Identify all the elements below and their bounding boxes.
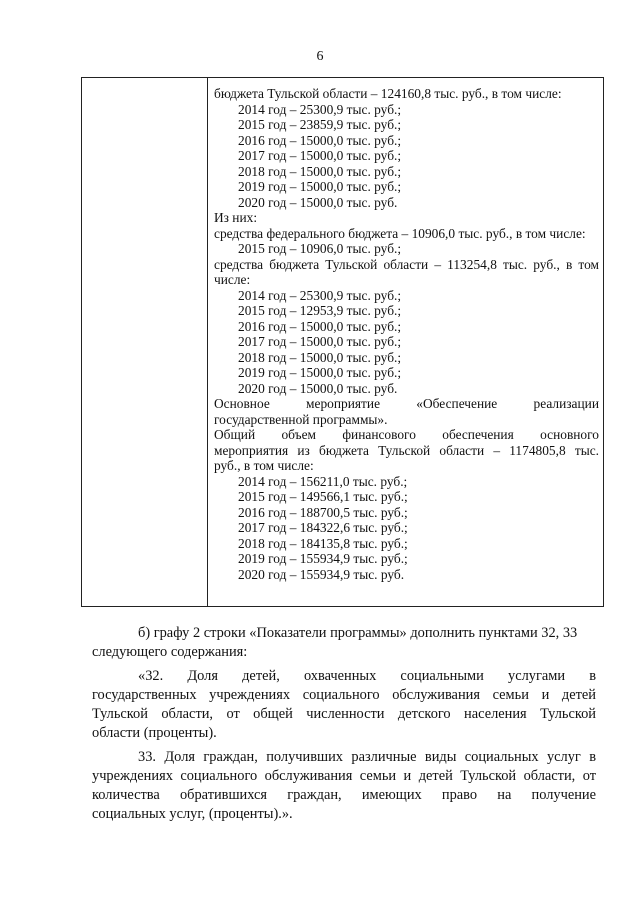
cell-line: 2020 год – 15000,0 тыс. руб. xyxy=(238,380,398,396)
cell-line: 2017 год – 15000,0 тыс. руб.; xyxy=(238,148,402,163)
program-table xyxy=(81,77,604,607)
paragraph-line: 33. Доля граждан, получивших различные виды социальных услуг в xyxy=(138,749,596,765)
cell-line: 2016 год – 15000,0 тыс. руб.; xyxy=(238,318,402,334)
cell-line: средства бюджета Тульской области – 113254,8 тыс. руб., в том xyxy=(214,256,599,272)
paragraph-line: социальных услуг, (проценты).». xyxy=(92,806,293,822)
cell-line: государственной программы». xyxy=(214,411,388,427)
cell-line: 2014 год – 25300,9 тыс. руб.; xyxy=(238,101,402,117)
cell-line: 2019 год – 15000,0 тыс. руб.; xyxy=(238,179,402,194)
paragraph xyxy=(92,624,596,662)
page-number: 6 xyxy=(316,49,324,64)
cell-line: Из них: xyxy=(214,210,258,225)
paragraph-line: Тульской области, от общей численности детского населения Тульской xyxy=(92,706,596,722)
table-column-divider xyxy=(207,78,208,606)
cell-line: 2015 год – 23859,9 тыс. руб.; xyxy=(238,117,402,132)
cell-line: руб., в том числе: xyxy=(214,458,314,473)
cell-line: 2015 год – 149566,1 тыс. руб.; xyxy=(238,489,408,504)
cell-line: 2016 год – 188700,5 тыс. руб.; xyxy=(238,504,408,520)
paragraph-line: б) графу 2 строки «Показатели программы» дополнить пунктами 32, 33 xyxy=(138,625,578,641)
cell-line: 2017 год – 184322,6 тыс. руб.; xyxy=(238,520,408,535)
cell-line: 2016 год – 15000,0 тыс. руб.; xyxy=(238,132,402,148)
paragraph-line: количества обратившихся граждан, имеющих право на получение xyxy=(92,787,596,803)
funding-cell xyxy=(214,86,599,582)
paragraph-line: учреждениях социального обслуживания семьи и детей Тульской области, от xyxy=(92,768,596,784)
cell-line: числе: xyxy=(214,272,251,287)
cell-line: Основное мероприятие «Обеспечение реализации xyxy=(214,396,599,411)
paragraph xyxy=(92,667,596,743)
paragraph-line: следующего содержания: xyxy=(92,644,248,660)
cell-line: 2019 год – 155934,9 тыс. руб.; xyxy=(238,551,408,566)
cell-line: 2014 год – 25300,9 тыс. руб.; xyxy=(238,287,402,303)
cell-line: 2018 год – 184135,8 тыс. руб.; xyxy=(238,535,408,551)
cell-line: 2017 год – 15000,0 тыс. руб.; xyxy=(238,334,402,349)
cell-line: мероприятия из бюджета Тульской области – 1174805,8 тыс. xyxy=(214,442,599,458)
cell-line: Общий объем финансового обеспечения основного xyxy=(214,427,599,442)
paragraph-line: государственных учреждениях социального обслуживания семьи и детей xyxy=(92,687,596,703)
cell-line: 2014 год – 156211,0 тыс. руб.; xyxy=(238,473,408,489)
cell-line: средства федерального бюджета – 10906,0 тыс. руб., в том числе: xyxy=(214,225,586,241)
cell-line: 2020 год – 15000,0 тыс. руб. xyxy=(238,194,398,210)
cell-line: 2020 год – 155934,9 тыс. руб. xyxy=(238,566,405,582)
cell-line: 2015 год – 12953,9 тыс. руб.; xyxy=(238,303,402,318)
cell-line: 2019 год – 15000,0 тыс. руб.; xyxy=(238,365,402,380)
cell-line: 2015 год – 10906,0 тыс. руб.; xyxy=(238,241,402,256)
paragraph-line: области (проценты). xyxy=(92,725,217,741)
paragraph-line: «32. Доля детей, охваченных социальными услугами в xyxy=(138,668,596,684)
cell-line: 2018 год – 15000,0 тыс. руб.; xyxy=(238,163,402,179)
amendment-text xyxy=(92,624,596,824)
cell-line: бюджета Тульской области – 124160,8 тыс. руб., в том числе: xyxy=(214,86,562,101)
paragraph xyxy=(92,748,596,824)
cell-line: 2018 год – 15000,0 тыс. руб.; xyxy=(238,349,402,365)
